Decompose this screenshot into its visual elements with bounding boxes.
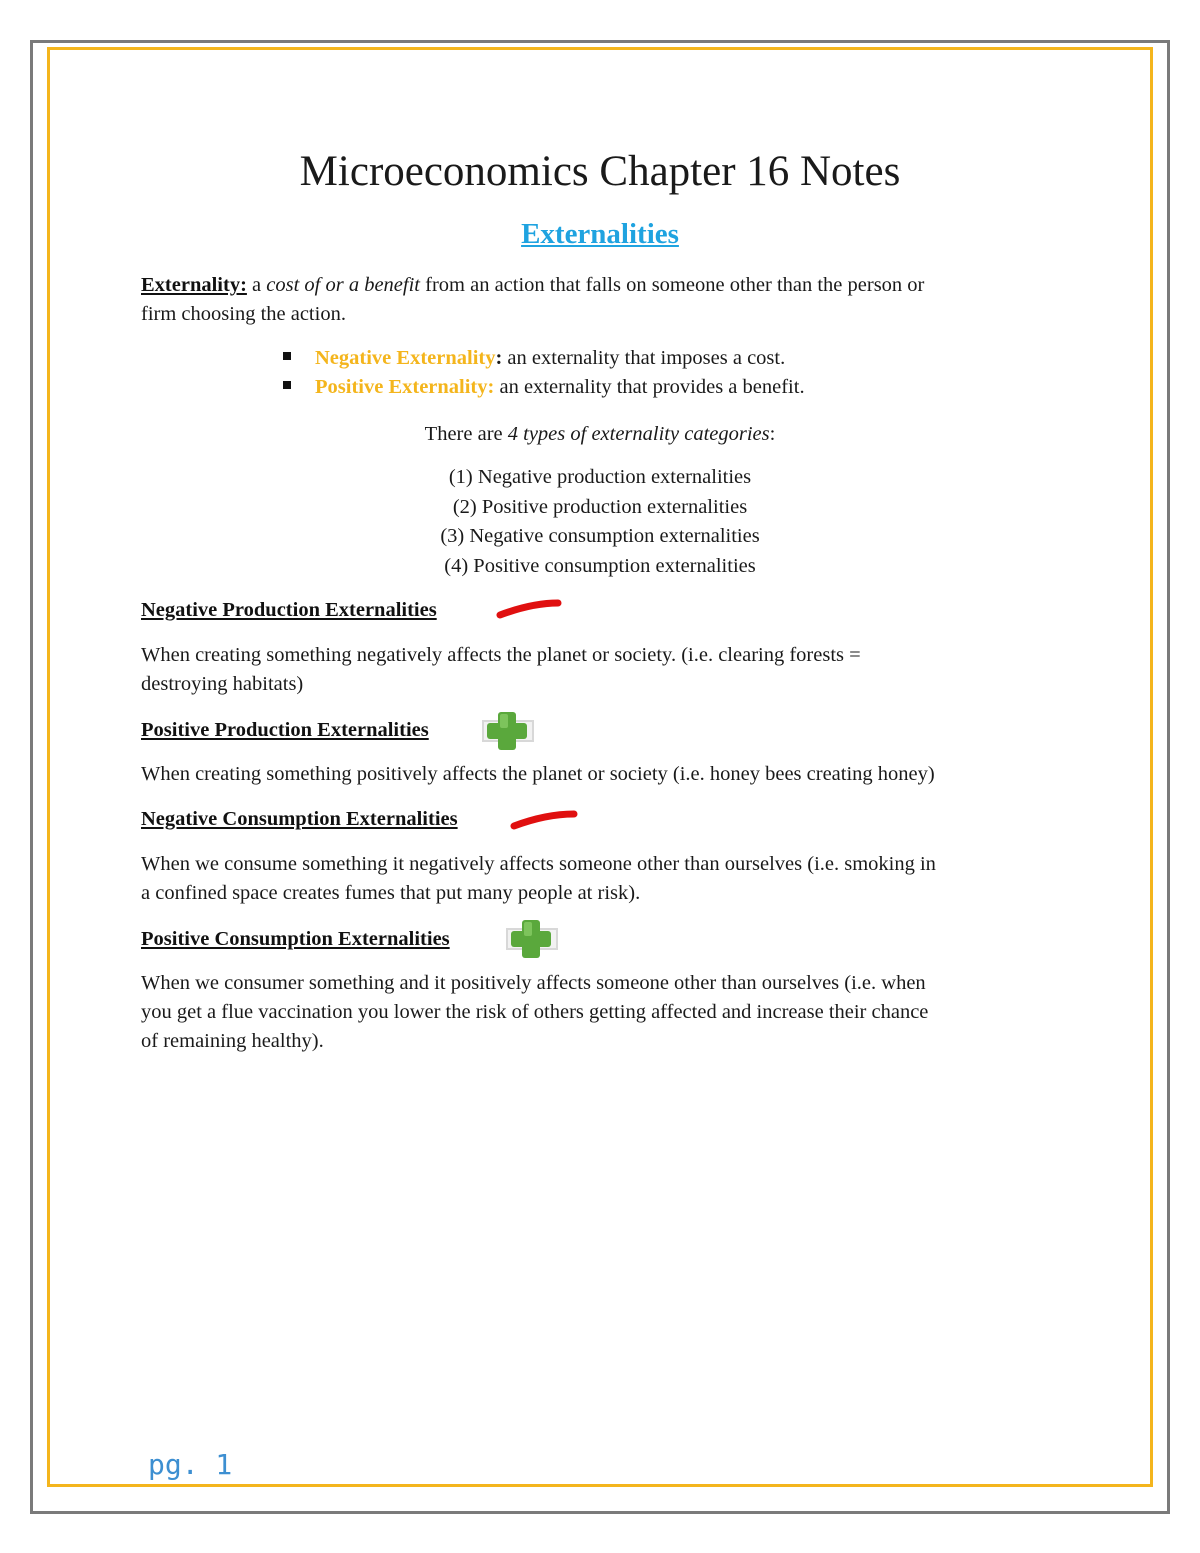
section-heading-text: Negative Consumption Externalities: [141, 808, 458, 830]
section-heading-negative-production: [141, 596, 1061, 625]
section-body-positive-consumption: [141, 969, 1061, 1056]
section-body-line: a confined space creates fumes that put many people at risk).: [141, 882, 641, 904]
section-heading-negative-consumption: [141, 805, 1061, 834]
page-number: pg. 1: [148, 1448, 233, 1481]
section-body-positive-production: [141, 760, 1061, 789]
type-item: (4) Positive consumption externalities: [444, 555, 756, 577]
definition-line2: firm choosing the action.: [141, 303, 346, 325]
section-body-line: When creating something negatively affects the planet or society. (i.e. clearing forests =: [141, 644, 861, 666]
definition-line1: from an action that falls on someone other than the person or: [420, 274, 925, 296]
red-minus-icon: [510, 808, 580, 832]
type-item: (2) Positive production externalities: [452, 496, 748, 518]
types-intro-pre: There are: [424, 423, 508, 445]
section-body-line: When we consume something it negatively affects someone other than ourselves (i.e. smoking in: [141, 853, 936, 875]
definition-pre: a: [246, 274, 267, 296]
green-plus-icon: [504, 918, 560, 960]
page-title: Microeconomics Chapter 16 Notes: [299, 148, 901, 195]
bullet-colon: :: [495, 347, 503, 369]
definition-term: Externality:: [141, 274, 247, 296]
green-plus-icon: [480, 710, 536, 752]
bullet-text: an externality that provides a benefit.: [494, 376, 805, 398]
section-heading-text: Positive Consumption Externalities: [141, 928, 450, 950]
type-item: (1) Negative production externalities: [448, 466, 752, 488]
section-heading-positive-production: [141, 716, 1061, 745]
types-intro-post: :: [769, 423, 776, 445]
section-body-line: you get a flue vaccination you lower the risk of others getting affected and increase their chance: [141, 1001, 929, 1023]
section-body-negative-production: [141, 641, 1061, 699]
section-body-line: When creating something positively affects the planet or society (i.e. honey bees creating honey): [141, 763, 935, 785]
section-heading-text: Positive Production Externalities: [141, 719, 429, 741]
section-body-line: When we consumer something and it positively affects someone other than ourselves (i.e. when: [141, 972, 926, 994]
bullet-label: Positive Externality:: [315, 376, 495, 398]
section-body-line: destroying habitats): [141, 673, 304, 695]
definition-italic: cost of or a benefit: [266, 274, 420, 296]
type-item: (3) Negative consumption externalities: [440, 525, 760, 547]
types-intro-italic: 4 types of externality categories: [507, 423, 770, 445]
section-body-line: of remaining healthy).: [141, 1030, 324, 1052]
page-subtitle: Externalities: [521, 218, 679, 250]
section-heading-text: Negative Production Externalities: [141, 599, 437, 621]
bullet-text: an externality that imposes a cost.: [502, 347, 786, 369]
square-bullet-icon: [283, 352, 291, 360]
types-intro: [0, 420, 1200, 449]
bullet-positive-externality: [283, 373, 805, 402]
red-minus-icon: [496, 597, 564, 621]
section-body-negative-consumption: [141, 850, 1061, 908]
definition-paragraph: [141, 271, 1061, 329]
square-bullet-icon: [283, 381, 291, 389]
section-heading-positive-consumption: [141, 925, 1061, 954]
bullet-negative-externality: [283, 344, 785, 373]
bullet-label: Negative Externality: [315, 347, 496, 369]
